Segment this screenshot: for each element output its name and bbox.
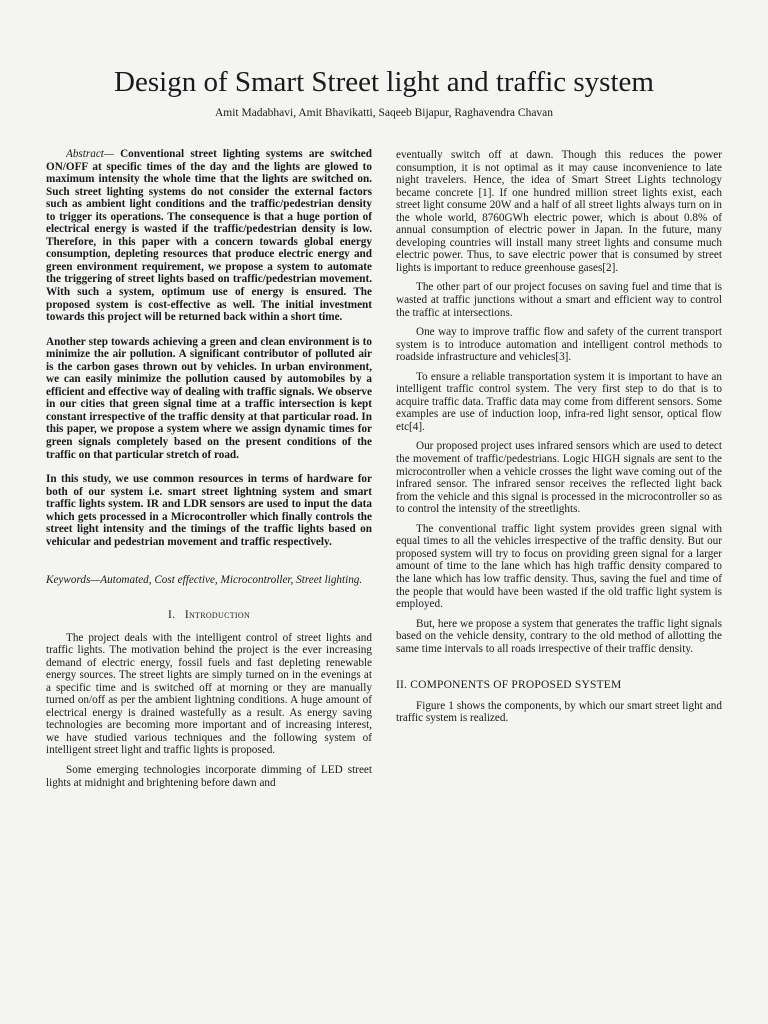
section-1-title: Introduction <box>184 608 251 621</box>
intro-paragraph-2: Some emerging technologies incorporate dimming of LED street lights at midnight and brightening before dawn and <box>46 763 372 789</box>
right-paragraph-5: The conventional traffic light system provides green signal with equal times to all the vehicles irrespective of the traffic density. But our proposed system will try to focus on providing green signal for a larger amount of time to the lane which has high traffic density compared to the lane which has low traffic density. Thus, saving the fuel and time of the people that would have been wasted if the old traffic light system is employed. <box>396 522 722 611</box>
abstract-paragraph-3: In this study, we use common resources in terms of hardware for both of our system i.e. smart street lightning system and smart traffic lights system. IR and LDR sensors are used to input the data which gets processed in a Microcontroller which finally controls the street light intensity and the timings of the traffic lights based on vehicular and pedestrian movement and traffic respectively. <box>46 473 372 548</box>
right-paragraph-0: eventually switch off at dawn. Though this reduces the power consumption, it is not optimal as it may cause inconvenience to late night travelers. Hence, the idea of Smart Street Lights technology became concrete [1]. If one hundred million street lights exist, each street light consume 20W and a half of all street lights always turn on in the whole world, 8760GWh electric power, which is about 0.8% of annual consumption of electric power in Japan. In the future, many developing countries will install many street lights and consume much electric power. Thus, to save electric power that is consumed by street lights is important to reduce greenhouse gases[2]. <box>396 149 722 274</box>
right-column <box>396 149 722 732</box>
intro-paragraph-1: The project deals with the intelligent control of street lights and traffic lights. The motivation behind the project is the ever increasing demand of electric energy, fossil fuels and fast depleting renewable energy sources. The street lights are simply turned on in the evenings at a specific time and is switched off at morning or they are manually turned on/off as per the ambient lightning conditions. A huge amount of electrical energy is drained wastefully as a result. As energy saving technologies are becoming more important and of increasing interest, we have studied various techniques and the following system of intelligent street light and traffic lights is proposed. <box>46 631 372 757</box>
abstract-paragraph-1 <box>46 148 372 324</box>
abstract-paragraph-2: Another step towards achieving a green and clean environment is to minimize the air pollution. A significant contributor of polluted air is the carbon gases thrown out by vehicles. In urban environment, we can easily minimize the pollution caused by automobiles by a efficient and effective way of dealing with traffic signals. We observe in our cities that green signal time at a traffic intersection is kept constant irrespective of the traffic density at that particular road. In this paper, we propose a system where we assign dynamic times for green signals completely based on the present conditions of the traffic on that particular stretch of road. <box>46 335 372 461</box>
section-1-heading <box>46 609 372 622</box>
right-paragraph-2: One way to improve traffic flow and safety of the current transport system is to introduce automation and intelligent control methods to roadside infrastructure and vehicles[3]. <box>396 326 722 364</box>
right-paragraph-6: But, here we propose a system that generates the traffic light signals based on the vehicle density, contrary to the old method of allotting the same time intervals to all roads irrespective of their traffic density. <box>396 617 722 655</box>
paper-title: Design of Smart Street light and traffic system <box>114 66 654 98</box>
abstract-text-1: Conventional street lighting systems are switched ON/OFF at specific times of the day and the lights are glowed to maximum intensity the whole time that the lights are switched on. Such street lighting systems do not consider the external factors such as ambient light conditions and the traffic/pedestrian density to trigger its operations. The consequence is that a huge portion of electrical energy is wasted if the traffic/pedestrian density is low. Therefore, in this paper with a concern towards global energy consumption, depleting resources that produce electric energy and green environment requirement, we propose a system to automate the triggering of street lights based on traffic/pedestrian movement. With such a system, optimum use of energy is ensured. The proposed system is cost-effective as well. The initial investment towards this project will be returned back within a short time. <box>46 148 372 324</box>
left-column <box>46 148 372 796</box>
keywords: Keywords—Automated, Cost effective, Microcontroller, Street lighting. <box>46 574 363 587</box>
right-paragraph-4: Our proposed project uses infrared sensors which are used to detect the movement of traffic/pedestrians. Logic HIGH signals are sent to the microcontroller when a vehicle crosses the light wave coming out of the infrared sensor. The infrared sensor receives the reflected light back from the vehicle and this signal is processed in the microcontroller so as to control the intensity of the streetlights. <box>396 440 722 516</box>
right-paragraph-1: The other part of our project focuses on saving fuel and time that is wasted at traffic junctions without a smart and efficient way to control the traffic at intersections. <box>396 281 722 319</box>
right-paragraph-7: Figure 1 shows the components, by which our smart street light and traffic system is realized. <box>396 699 722 725</box>
right-paragraph-3: To ensure a reliable transportation system it is important to have an intelligent traffic control system. The very first step to do that is to acquire traffic data. Traffic data may come from different sensors. Some examples are use of induction loop, infra-red light sensor, optical flow etc[4]. <box>396 370 722 433</box>
section-1-number: I. <box>167 608 176 621</box>
abstract-label: Abstract— <box>66 148 114 160</box>
author-list: Amit Madabhavi, Amit Bhavikatti, Saqeeb Bijapur, Raghavendra Chavan <box>214 107 554 119</box>
section-2-heading: II. COMPONENTS OF PROPOSED SYSTEM <box>396 679 622 692</box>
